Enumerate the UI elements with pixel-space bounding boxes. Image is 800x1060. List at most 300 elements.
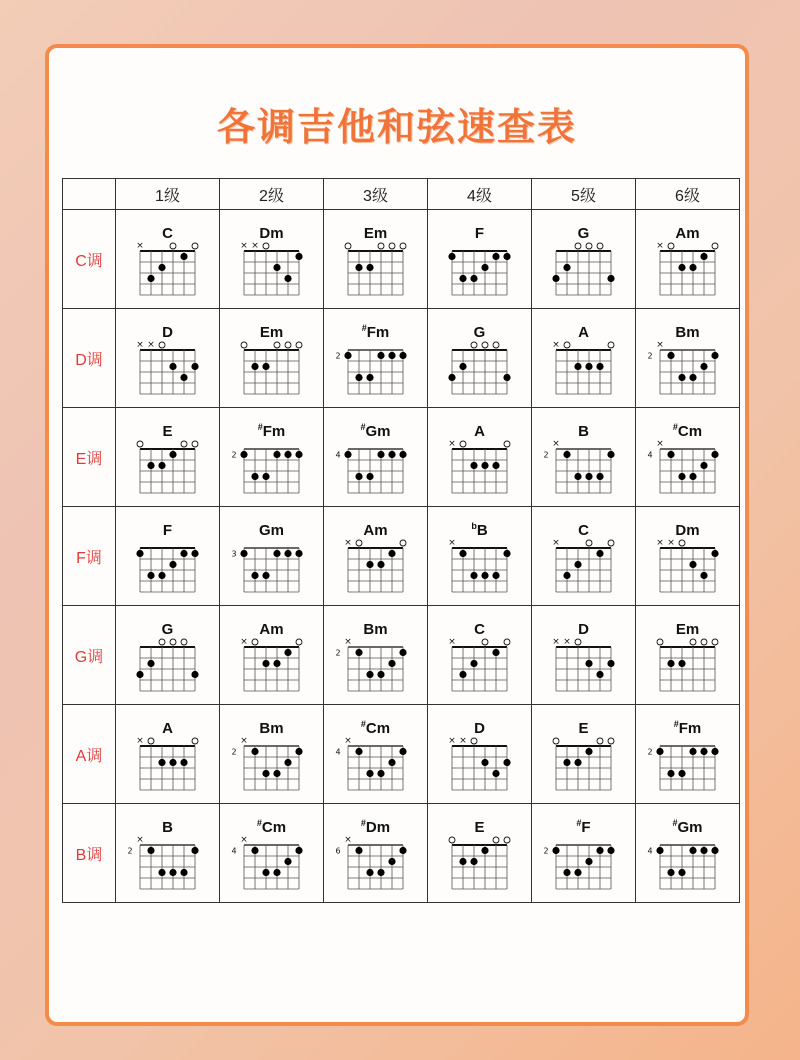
chord-root: Dm bbox=[259, 225, 284, 242]
finger-dot bbox=[169, 759, 176, 766]
chord-name bbox=[636, 319, 739, 341]
finger-dot bbox=[262, 572, 269, 579]
chord-name bbox=[532, 814, 635, 836]
chord-cell bbox=[220, 309, 324, 408]
chord-root: D bbox=[162, 324, 173, 341]
chord-diagram bbox=[538, 634, 630, 702]
muted-string-mark: × bbox=[552, 340, 560, 350]
finger-dot bbox=[262, 473, 269, 480]
chord-diagram bbox=[434, 634, 526, 702]
finger-dot bbox=[273, 451, 280, 458]
fret-number: 4 bbox=[647, 450, 653, 460]
finger-dot bbox=[574, 561, 581, 568]
chord-diagram bbox=[226, 535, 318, 603]
finger-dot bbox=[700, 253, 707, 260]
open-string-mark bbox=[493, 837, 499, 843]
finger-dot bbox=[273, 770, 280, 777]
finger-dot bbox=[377, 671, 384, 678]
finger-dot bbox=[366, 473, 373, 480]
finger-dot bbox=[399, 847, 406, 854]
chord-accidental: # bbox=[672, 818, 678, 828]
open-string-mark bbox=[285, 342, 291, 348]
chord-diagram bbox=[538, 535, 630, 603]
finger-dot bbox=[563, 759, 570, 766]
chord-root: E bbox=[162, 423, 173, 440]
chord-root: C bbox=[474, 621, 485, 638]
chord-name bbox=[428, 814, 531, 836]
chord-diagram bbox=[434, 238, 526, 306]
key-label: D调 bbox=[63, 309, 116, 408]
finger-dot bbox=[355, 748, 362, 755]
chord-name bbox=[428, 418, 531, 440]
chord-cell bbox=[116, 507, 220, 606]
chord-diagram bbox=[642, 436, 734, 504]
finger-dot bbox=[366, 671, 373, 678]
muted-string-mark: × bbox=[552, 538, 560, 548]
chord-name bbox=[116, 418, 219, 440]
chord-name bbox=[220, 517, 323, 539]
chord-accidental: # bbox=[256, 818, 262, 828]
finger-dot bbox=[552, 847, 559, 854]
finger-dot bbox=[251, 363, 258, 370]
finger-dot bbox=[492, 770, 499, 777]
finger-dot bbox=[366, 264, 373, 271]
chord-cell bbox=[220, 408, 324, 507]
muted-string-mark: × bbox=[344, 736, 352, 746]
degree-header: 1级 bbox=[116, 179, 220, 210]
chord-name bbox=[532, 418, 635, 440]
open-string-mark bbox=[159, 639, 165, 645]
open-string-mark bbox=[449, 837, 455, 843]
chord-root: Gm bbox=[365, 423, 391, 440]
open-string-mark bbox=[597, 738, 603, 744]
open-string-mark bbox=[712, 639, 718, 645]
key-row bbox=[63, 210, 740, 309]
open-string-mark bbox=[471, 342, 477, 348]
open-string-mark bbox=[608, 738, 614, 744]
finger-dot bbox=[355, 649, 362, 656]
finger-dot bbox=[689, 374, 696, 381]
finger-dot bbox=[366, 561, 373, 568]
finger-dot bbox=[700, 363, 707, 370]
finger-dot bbox=[399, 748, 406, 755]
finger-dot bbox=[366, 869, 373, 876]
muted-string-mark: × bbox=[656, 340, 664, 350]
finger-dot bbox=[240, 550, 247, 557]
chord-cell bbox=[428, 507, 532, 606]
finger-dot bbox=[470, 462, 477, 469]
chord-root: Am bbox=[363, 522, 388, 539]
finger-dot bbox=[689, 473, 696, 480]
finger-dot bbox=[585, 858, 592, 865]
open-string-mark bbox=[192, 441, 198, 447]
chord-diagram bbox=[226, 337, 318, 405]
chord-cell bbox=[220, 705, 324, 804]
muted-string-mark: × bbox=[656, 439, 664, 449]
chord-root: B bbox=[476, 522, 488, 539]
open-string-mark bbox=[504, 639, 510, 645]
finger-dot bbox=[295, 451, 302, 458]
muted-string-mark: × bbox=[448, 637, 456, 647]
finger-dot bbox=[191, 363, 198, 370]
chord-name bbox=[428, 319, 531, 341]
chord-cell bbox=[532, 705, 636, 804]
finger-dot bbox=[251, 572, 258, 579]
chord-diagram bbox=[330, 337, 422, 405]
open-string-mark bbox=[181, 441, 187, 447]
finger-dot bbox=[711, 352, 718, 359]
open-string-mark bbox=[356, 540, 362, 546]
finger-dot bbox=[563, 451, 570, 458]
chord-diagram bbox=[122, 238, 214, 306]
fret-number: 2 bbox=[543, 450, 549, 460]
chord-cell bbox=[116, 606, 220, 705]
corner-cell bbox=[63, 179, 116, 210]
finger-dot bbox=[448, 374, 455, 381]
finger-dot bbox=[711, 451, 718, 458]
open-string-mark bbox=[586, 243, 592, 249]
finger-dot bbox=[147, 462, 154, 469]
muted-string-mark: × bbox=[240, 736, 248, 746]
chord-root: A bbox=[162, 720, 173, 737]
finger-dot bbox=[180, 869, 187, 876]
degree-header: 5级 bbox=[532, 179, 636, 210]
chord-root: F bbox=[162, 522, 173, 539]
finger-dot bbox=[399, 352, 406, 359]
chord-cell bbox=[428, 606, 532, 705]
chord-name bbox=[428, 616, 531, 638]
chord-diagram bbox=[434, 832, 526, 900]
open-string-mark bbox=[586, 540, 592, 546]
finger-dot bbox=[596, 671, 603, 678]
finger-dot bbox=[262, 660, 269, 667]
chord-diagram bbox=[642, 832, 734, 900]
chord-diagram bbox=[434, 337, 526, 405]
finger-dot bbox=[689, 561, 696, 568]
chord-diagram bbox=[330, 436, 422, 504]
finger-dot bbox=[459, 363, 466, 370]
fret-number: 6 bbox=[335, 846, 341, 856]
finger-dot bbox=[262, 869, 269, 876]
chord-root: Cm bbox=[261, 819, 287, 836]
muted-string-mark: × bbox=[240, 835, 248, 845]
open-string-mark bbox=[482, 639, 488, 645]
chord-root: Am bbox=[259, 621, 284, 638]
muted-string-mark: × bbox=[136, 340, 144, 350]
muted-string-mark: × bbox=[667, 538, 675, 548]
chord-name bbox=[220, 814, 323, 836]
chord-cell bbox=[324, 507, 428, 606]
open-string-mark bbox=[504, 441, 510, 447]
chord-name bbox=[220, 319, 323, 341]
finger-dot bbox=[700, 462, 707, 469]
muted-string-mark: × bbox=[656, 241, 664, 251]
finger-dot bbox=[552, 275, 559, 282]
degree-header: 6级 bbox=[636, 179, 740, 210]
muted-string-mark: × bbox=[448, 538, 456, 548]
chord-cell bbox=[428, 804, 532, 903]
chord-root: Cm bbox=[677, 423, 703, 440]
chord-accidental: # bbox=[576, 818, 582, 828]
open-string-mark bbox=[252, 639, 258, 645]
open-string-mark bbox=[493, 342, 499, 348]
chord-root: E bbox=[578, 720, 589, 737]
open-string-mark bbox=[471, 738, 477, 744]
chord-cell bbox=[116, 210, 220, 309]
chord-diagram bbox=[226, 436, 318, 504]
finger-dot bbox=[492, 572, 499, 579]
finger-dot bbox=[158, 462, 165, 469]
finger-dot bbox=[689, 847, 696, 854]
finger-dot bbox=[158, 572, 165, 579]
finger-dot bbox=[191, 847, 198, 854]
open-string-mark bbox=[378, 243, 384, 249]
finger-dot bbox=[574, 869, 581, 876]
chord-name bbox=[324, 319, 427, 341]
chord-root: Bm bbox=[259, 720, 284, 737]
finger-dot bbox=[689, 264, 696, 271]
chord-root: Bm bbox=[363, 621, 388, 638]
chord-root: D bbox=[578, 621, 589, 638]
open-string-mark bbox=[657, 639, 663, 645]
finger-dot bbox=[503, 374, 510, 381]
chord-diagram bbox=[538, 832, 630, 900]
chord-diagram bbox=[642, 733, 734, 801]
open-string-mark bbox=[460, 441, 466, 447]
open-string-mark bbox=[263, 243, 269, 249]
finger-dot bbox=[284, 649, 291, 656]
chord-root: D bbox=[474, 720, 485, 737]
finger-dot bbox=[470, 660, 477, 667]
finger-dot bbox=[388, 550, 395, 557]
chord-name bbox=[220, 616, 323, 638]
chord-cell bbox=[532, 210, 636, 309]
chord-diagram bbox=[434, 535, 526, 603]
finger-dot bbox=[240, 451, 247, 458]
chord-name bbox=[116, 517, 219, 539]
finger-dot bbox=[251, 748, 258, 755]
chord-diagram bbox=[122, 337, 214, 405]
finger-dot bbox=[470, 275, 477, 282]
key-row bbox=[63, 507, 740, 606]
chord-name bbox=[116, 220, 219, 242]
chord-name bbox=[532, 715, 635, 737]
key-label: G调 bbox=[63, 606, 116, 705]
finger-dot bbox=[700, 748, 707, 755]
chord-root: B bbox=[578, 423, 589, 440]
open-string-mark bbox=[274, 342, 280, 348]
chord-diagram bbox=[642, 238, 734, 306]
open-string-mark bbox=[608, 342, 614, 348]
chord-diagram bbox=[538, 238, 630, 306]
finger-dot bbox=[711, 550, 718, 557]
muted-string-mark: × bbox=[251, 241, 259, 251]
finger-dot bbox=[678, 869, 685, 876]
finger-dot bbox=[678, 473, 685, 480]
chord-name bbox=[220, 220, 323, 242]
muted-string-mark: × bbox=[240, 637, 248, 647]
chord-diagram bbox=[330, 634, 422, 702]
finger-dot bbox=[273, 550, 280, 557]
finger-dot bbox=[585, 473, 592, 480]
chord-diagram bbox=[122, 832, 214, 900]
chord-name bbox=[636, 616, 739, 638]
chord-cell bbox=[220, 210, 324, 309]
chord-root: Bm bbox=[675, 324, 700, 341]
page-title: 各调吉他和弦速查表 bbox=[216, 105, 577, 149]
finger-dot bbox=[503, 759, 510, 766]
open-string-mark bbox=[504, 837, 510, 843]
chord-name bbox=[324, 814, 427, 836]
open-string-mark bbox=[564, 342, 570, 348]
open-string-mark bbox=[575, 243, 581, 249]
finger-dot bbox=[481, 264, 488, 271]
finger-dot bbox=[459, 858, 466, 865]
finger-dot bbox=[366, 770, 373, 777]
chord-cell bbox=[428, 705, 532, 804]
finger-dot bbox=[377, 869, 384, 876]
chord-name bbox=[116, 814, 219, 836]
finger-dot bbox=[284, 858, 291, 865]
chord-diagram bbox=[642, 337, 734, 405]
chord-name bbox=[324, 418, 427, 440]
finger-dot bbox=[355, 847, 362, 854]
finger-dot bbox=[295, 847, 302, 854]
muted-string-mark: × bbox=[552, 439, 560, 449]
open-string-mark bbox=[170, 639, 176, 645]
finger-dot bbox=[158, 264, 165, 271]
finger-dot bbox=[284, 550, 291, 557]
finger-dot bbox=[399, 649, 406, 656]
fret-number: 2 bbox=[647, 747, 653, 757]
finger-dot bbox=[596, 550, 603, 557]
finger-dot bbox=[262, 363, 269, 370]
chord-cell bbox=[428, 408, 532, 507]
finger-dot bbox=[295, 748, 302, 755]
open-string-mark bbox=[181, 639, 187, 645]
chord-diagram bbox=[226, 733, 318, 801]
chord-name bbox=[428, 517, 531, 539]
chord-cell bbox=[636, 309, 740, 408]
finger-dot bbox=[355, 473, 362, 480]
finger-dot bbox=[459, 275, 466, 282]
finger-dot bbox=[689, 748, 696, 755]
chord-cell bbox=[324, 705, 428, 804]
fret-number: 4 bbox=[647, 846, 653, 856]
muted-string-mark: × bbox=[147, 340, 155, 350]
finger-dot bbox=[503, 253, 510, 260]
muted-string-mark: × bbox=[656, 538, 664, 548]
finger-dot bbox=[574, 759, 581, 766]
chord-name bbox=[116, 715, 219, 737]
finger-dot bbox=[678, 264, 685, 271]
muted-string-mark: × bbox=[240, 241, 248, 251]
open-string-mark bbox=[389, 243, 395, 249]
chord-accidental: # bbox=[360, 719, 366, 729]
chord-cell bbox=[636, 606, 740, 705]
finger-dot bbox=[377, 770, 384, 777]
degree-header: 4级 bbox=[428, 179, 532, 210]
chord-root: C bbox=[578, 522, 589, 539]
chord-diagram bbox=[122, 436, 214, 504]
open-string-mark bbox=[192, 243, 198, 249]
finger-dot bbox=[355, 264, 362, 271]
chord-root: Fm bbox=[678, 720, 702, 737]
chord-root: G bbox=[473, 324, 486, 341]
finger-dot bbox=[607, 660, 614, 667]
finger-dot bbox=[481, 759, 488, 766]
fret-number: 2 bbox=[127, 846, 133, 856]
chord-name bbox=[428, 715, 531, 737]
chord-name bbox=[428, 220, 531, 242]
chord-accidental: b bbox=[471, 521, 477, 531]
chord-cell bbox=[220, 606, 324, 705]
chord-name bbox=[636, 814, 739, 836]
chord-root: Dm bbox=[675, 522, 700, 539]
finger-dot bbox=[262, 770, 269, 777]
chord-diagram bbox=[122, 634, 214, 702]
chord-cell bbox=[532, 309, 636, 408]
finger-dot bbox=[180, 253, 187, 260]
finger-dot bbox=[344, 451, 351, 458]
open-string-mark bbox=[668, 243, 674, 249]
chord-accidental: # bbox=[673, 719, 679, 729]
fret-number: 2 bbox=[335, 648, 341, 658]
muted-string-mark: × bbox=[344, 835, 352, 845]
finger-dot bbox=[492, 253, 499, 260]
chord-name bbox=[636, 517, 739, 539]
chord-cell bbox=[324, 309, 428, 408]
open-string-mark bbox=[679, 540, 685, 546]
chord-root: C bbox=[162, 225, 173, 242]
finger-dot bbox=[563, 264, 570, 271]
finger-dot bbox=[147, 847, 154, 854]
chord-cell bbox=[116, 309, 220, 408]
finger-dot bbox=[470, 572, 477, 579]
open-string-mark bbox=[192, 738, 198, 744]
finger-dot bbox=[191, 550, 198, 557]
finger-dot bbox=[678, 374, 685, 381]
finger-dot bbox=[667, 352, 674, 359]
finger-dot bbox=[667, 451, 674, 458]
key-row bbox=[63, 309, 740, 408]
muted-string-mark: × bbox=[448, 736, 456, 746]
chord-root: Dm bbox=[365, 819, 391, 836]
finger-dot bbox=[147, 660, 154, 667]
finger-dot bbox=[596, 473, 603, 480]
chord-cell bbox=[636, 507, 740, 606]
chord-root: F bbox=[581, 819, 591, 836]
chord-diagram bbox=[538, 733, 630, 801]
finger-dot bbox=[344, 352, 351, 359]
finger-dot bbox=[284, 275, 291, 282]
chord-cell bbox=[220, 507, 324, 606]
finger-dot bbox=[448, 253, 455, 260]
open-string-mark bbox=[597, 243, 603, 249]
chord-cell bbox=[116, 705, 220, 804]
finger-dot bbox=[251, 473, 258, 480]
finger-dot bbox=[136, 671, 143, 678]
chord-root: Fm bbox=[366, 324, 390, 341]
fret-number: 2 bbox=[543, 846, 549, 856]
chord-name bbox=[324, 616, 427, 638]
finger-dot bbox=[147, 572, 154, 579]
finger-dot bbox=[366, 374, 373, 381]
chord-diagram bbox=[538, 436, 630, 504]
chord-name bbox=[532, 220, 635, 242]
finger-dot bbox=[180, 374, 187, 381]
chord-root: Em bbox=[675, 621, 700, 638]
